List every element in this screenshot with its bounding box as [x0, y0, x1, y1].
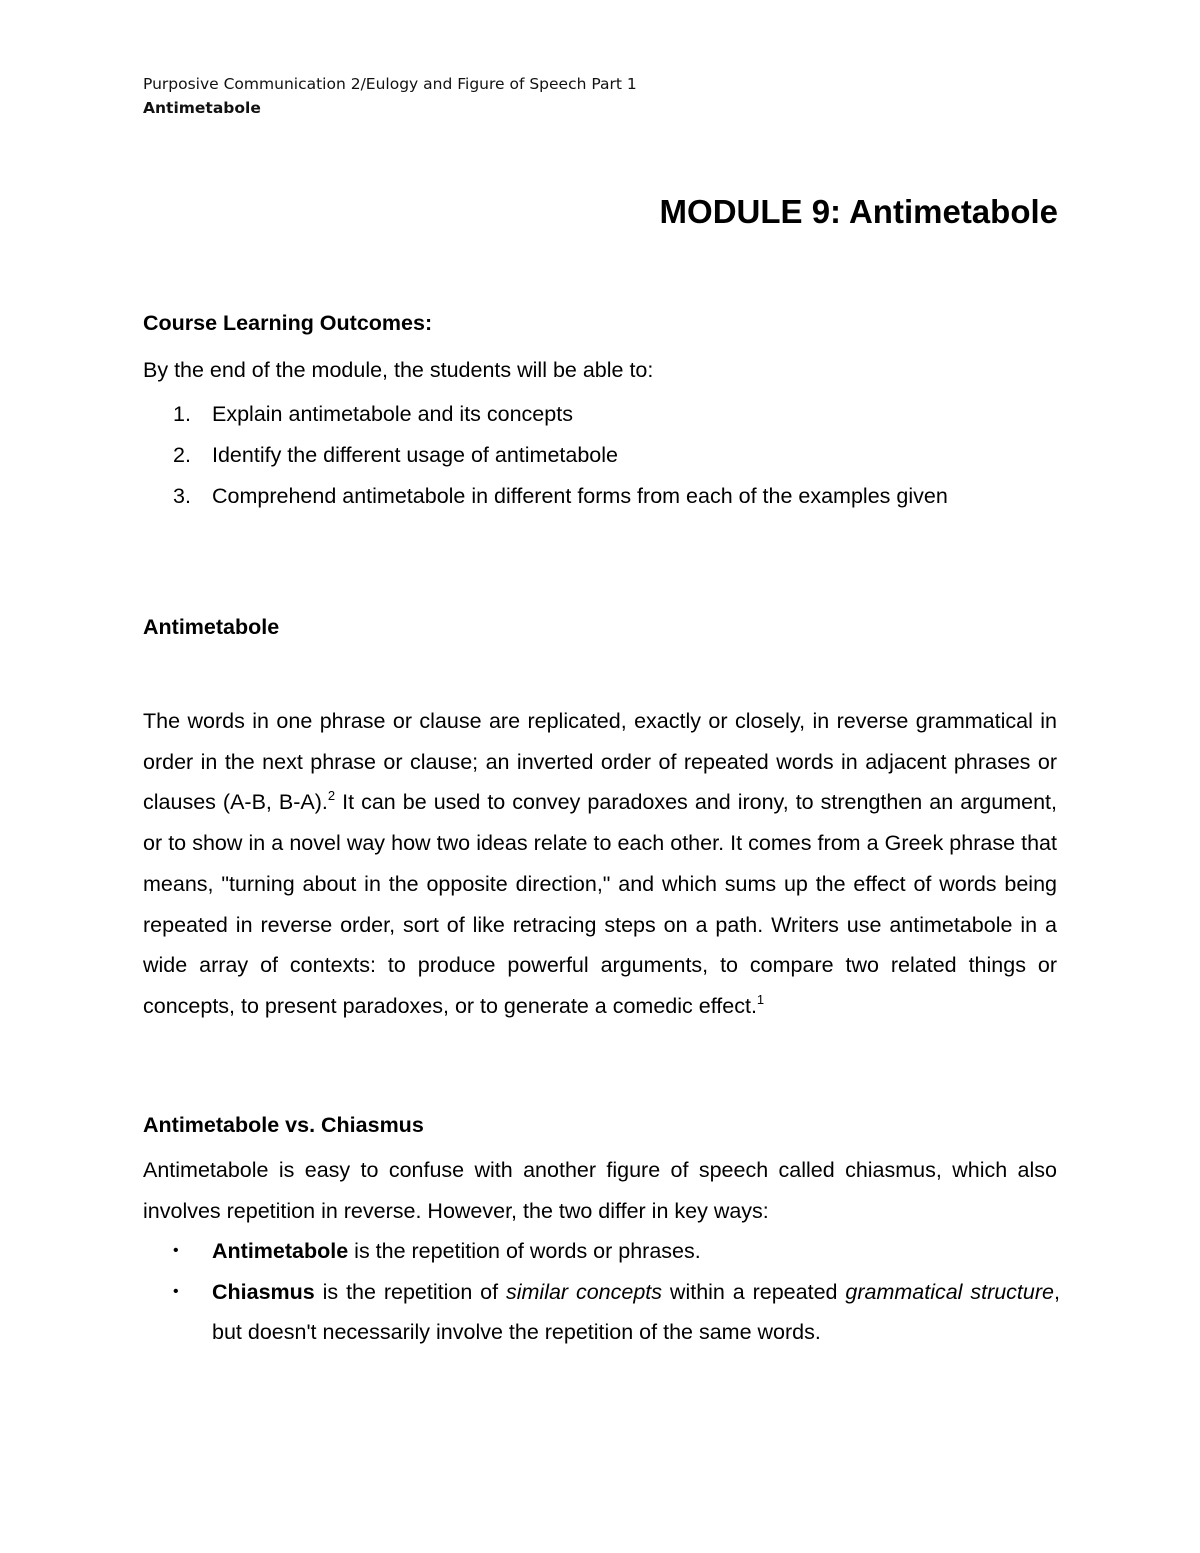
comparison-heading: Antimetabole vs. Chiasmus — [143, 1113, 424, 1137]
term-description-part-b: within a repeated — [662, 1279, 846, 1304]
term-description-part-c: , but doesn't necessarily involve the repetition of the same words. — [212, 1279, 1060, 1344]
outcome-text: Comprehend antimetabole in different forms from each of the examples given — [212, 484, 948, 508]
outcome-number: 3. — [173, 484, 191, 508]
outcome-number: 2. — [173, 443, 191, 467]
definition-paragraph — [143, 701, 1057, 1027]
definition-text-part1: The words in one phrase or clause are replicated, exactly or closely, in reverse grammatical in order in the next phrase or clause; an inverted order of repeated words in adjacent phrases or clauses (A-B, B-A). — [143, 709, 1057, 815]
term-antimetabole: Antimetabole — [212, 1239, 349, 1263]
emphasis-similar-concepts: similar concepts — [505, 1279, 663, 1304]
page-header — [143, 72, 637, 120]
footnote-ref[interactable]: 1 — [756, 991, 765, 1007]
outcome-text: Explain antimetabole and its concepts — [212, 402, 573, 426]
bullet-icon: • — [173, 1282, 179, 1300]
definition-text-part2: It can be used to convey paradoxes and irony, to strengthen an argument, or to show in a novel way how two ideas relate to each other. It comes from a Greek phrase that means, "turning about in the opposite direction," and which sums up the effect of words being repeated in reverse order, sort of like retracing steps on a path. Writers use antimetabole in a wide array of contexts: to produce powerful arguments, to compare two related things or concepts, to present paradoxes, or to generate a comedic effect. — [143, 790, 1057, 1018]
comparison-item-antimetabole — [143, 1231, 1060, 1272]
antimetabole-definition — [143, 701, 1057, 1027]
term-description: is the repetition of words or phrases. — [348, 1239, 701, 1263]
outcome-number: 1. — [173, 402, 191, 426]
outcome-item — [173, 435, 948, 476]
header-topic-line: Antimetabole — [143, 99, 261, 117]
term-chiasmus: Chiasmus — [212, 1279, 315, 1304]
bullet-icon: • — [173, 1242, 179, 1259]
outcomes-intro: By the end of the module, the students will be able to: — [143, 358, 654, 382]
outcome-item — [173, 476, 948, 517]
emphasis-grammatical-structure: grammatical structure — [845, 1279, 1054, 1304]
outcomes-list — [173, 394, 948, 517]
outcome-text: Identify the different usage of antimetabole — [212, 443, 618, 467]
comparison-intro: Antimetabole is easy to confuse with another figure of speech called chiasmus, which also involves repetition in reverse. However, the two differ in key ways: — [143, 1158, 1057, 1223]
outcome-item — [173, 394, 948, 435]
antimetabole-heading: Antimetabole — [143, 615, 280, 639]
header-course-line: Purposive Communication 2/Eulogy and Figure of Speech Part 1 — [143, 75, 637, 93]
comparison-list — [143, 1231, 1060, 1353]
module-title: MODULE 9: Antimetabole — [659, 193, 1058, 230]
outcomes-heading: Course Learning Outcomes: — [143, 311, 433, 335]
footnote-ref[interactable]: 2 — [327, 788, 336, 804]
comparison-item-chiasmus — [143, 1272, 1060, 1353]
term-description-part-a: is the repetition of — [314, 1279, 506, 1304]
